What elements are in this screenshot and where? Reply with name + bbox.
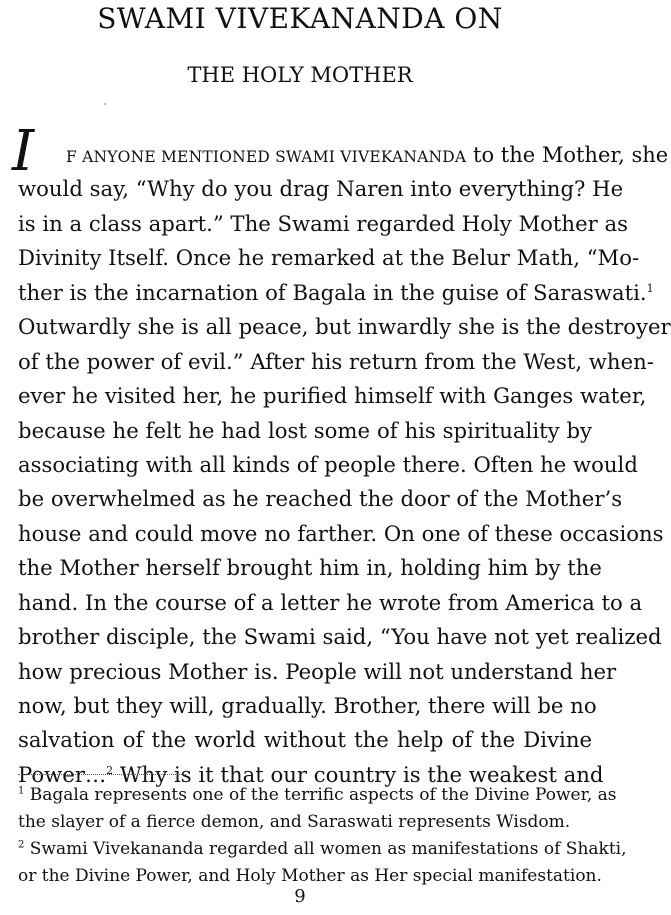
page-title: SWAMI VIVEKANANDA ON [97,2,503,35]
body-line-10: associating with all kinds of people there. Often he would [18,451,638,477]
body-line-18: salvation of the world without the help of the Divine [18,727,592,753]
body-line-4: Divinity Itself. Once he remarked at the Belur Math, “Mo- [18,245,640,271]
drop-cap: I [12,119,35,184]
footnote-ref-1: 1 [646,281,654,295]
body-line-15: brother disciple, the Swami said, “You have not yet realized [18,624,662,650]
footnote-2-text-a: Swami Vivekananda regarded all women as manifestations of Shakti, [24,839,627,859]
page-subtitle: THE HOLY MOTHER [187,63,413,87]
body-line-19-start: Power… [18,761,107,787]
body-line-19-end: Why is it that our country is the weakest and [113,761,604,787]
body-line-1 [12,119,669,184]
body-line-3: is in a class apart.” The Swami regarded Holy Mother as [18,210,628,236]
opening-smallcaps: F ANYONE MENTIONED SWAMI VIVEKANANDA [66,148,467,166]
print-speck [104,103,106,105]
body-line-13: the Mother herself brought him in, holding him by the [18,555,602,581]
body-line-8: ever he visited her, he purified himself with Ganges water, [18,383,647,409]
body-line-12: house and could move no farther. On one of these occasions [18,520,664,546]
footnote-2-line-1 [18,836,627,863]
body-line-5-text: ther is the incarnation of Bagala in the guise of Saraswati. [18,279,647,305]
body-line-2: would say, “Why do you drag Naren into everything? He [18,176,624,202]
footnote-divider [18,774,186,775]
body-line-5 [18,276,654,310]
body-line-16: how precious Mother is. People will not understand her [18,658,617,684]
page-number: 9 [294,886,306,907]
body-line-9: because he felt he had lost some of his spirituality by [18,417,592,443]
footnotes [18,782,627,890]
footnote-1-text-a: Bagala represents one of the terrific aspects of the Divine Power, as [24,785,617,805]
footnote-1-line-1 [18,782,617,809]
body-line-11: be overwhelmed as he reached the door of the Mother’s [18,486,623,512]
footnote-1-line-2: the slayer of a fierce demon, and Saraswati represents Wisdom. [18,812,571,832]
body-line-17: now, but they will, gradually. Brother, there will be no [18,693,597,718]
body-line-7: of the power of evil.” After his return from the West, when- [18,348,654,374]
footnote-1-marker: 1 [18,785,25,797]
body-line-6: Outwardly she is all peace, but inwardly she is the destroyer [18,314,671,340]
footnote-ref-2: 2 [106,763,114,777]
opening-rest: to the Mother, she [466,143,669,167]
footnote-2-line-2: or the Divine Power, and Holy Mother as Her special manifestation. [18,866,602,886]
footnote-2-marker: 2 [18,839,25,851]
body-line-14: hand. In the course of a letter he wrote from America to a [18,589,643,615]
body-text [12,119,671,792]
